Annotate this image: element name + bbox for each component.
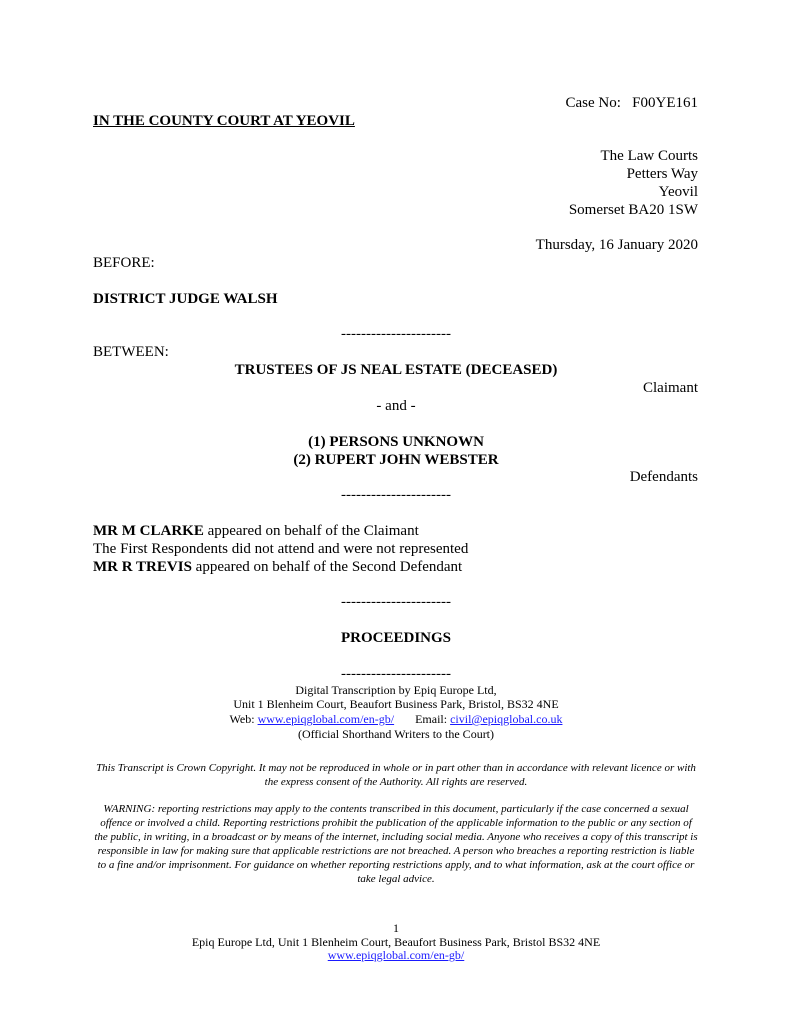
appearance-first-respondents bbox=[93, 540, 468, 558]
copyright-text: This Transcript is Crown Copyright. It may not be reproduced in whole or in part other than in accordance with relevant licence or with the express consent of the Authority. All rights are reserved. bbox=[96, 762, 696, 788]
web-label: Web: bbox=[229, 712, 255, 726]
between-label: BETWEEN: bbox=[93, 344, 169, 360]
address-line-3: Yeovil bbox=[658, 184, 698, 200]
email-label: Email: bbox=[415, 712, 448, 726]
hearing-date: Thursday, 16 January 2020 bbox=[535, 237, 698, 253]
footer-url-wrap bbox=[0, 948, 792, 962]
separator-3: ---------------------- bbox=[341, 594, 451, 610]
appearance-text: appeared on behalf of the Claimant bbox=[203, 523, 419, 539]
page-number: 1 bbox=[393, 921, 399, 935]
case-no-label: Case No: bbox=[565, 95, 621, 111]
transcription-contact bbox=[0, 712, 792, 726]
claimant-name: TRUSTEES OF JS NEAL ESTATE (DECEASED) bbox=[234, 362, 558, 378]
and-separator: - and - bbox=[376, 398, 416, 414]
claimant-role: Claimant bbox=[643, 380, 698, 396]
appearance-text: The First Respondents did not attend and were not represented bbox=[93, 541, 469, 557]
address-line-4: Somerset BA20 1SW bbox=[568, 202, 698, 218]
separator-1: ---------------------- bbox=[341, 326, 451, 342]
counsel-name: MR R TREVIS bbox=[93, 559, 192, 575]
separator-2: ---------------------- bbox=[341, 487, 451, 503]
appearance-claimant bbox=[93, 522, 419, 540]
transcription-line-1: Digital Transcription by Epiq Europe Ltd, bbox=[295, 683, 497, 697]
copyright-notice bbox=[93, 761, 699, 789]
defendant-2: (2) RUPERT JOHN WEBSTER bbox=[293, 452, 499, 468]
case-no-value: F00YE161 bbox=[632, 95, 698, 111]
defendant-1: (1) PERSONS UNKNOWN bbox=[308, 434, 484, 450]
transcription-line-4: (Official Shorthand Writers to the Court) bbox=[297, 727, 495, 741]
case-number bbox=[565, 94, 698, 112]
counsel-name: MR M CLARKE bbox=[93, 523, 204, 539]
defendants-role: Defendants bbox=[629, 469, 698, 485]
warning-notice bbox=[93, 802, 699, 886]
appearance-second-defendant bbox=[93, 558, 462, 576]
footer-address: Epiq Europe Ltd, Unit 1 Blenheim Court, Beaufort Business Park, Bristol BS32 4NE bbox=[191, 935, 601, 949]
transcription-line-2: Unit 1 Blenheim Court, Beaufort Business Park, Bristol, BS32 4NE bbox=[233, 697, 559, 711]
proceedings-title: PROCEEDINGS bbox=[340, 630, 452, 646]
email-link[interactable]: civil@epiqglobal.co.uk bbox=[450, 712, 563, 726]
web-link[interactable]: www.epiqglobal.com/en-gb/ bbox=[257, 712, 395, 726]
address-line-1: The Law Courts bbox=[600, 148, 698, 164]
judge-name: DISTRICT JUDGE WALSH bbox=[93, 291, 278, 307]
appearance-text: appeared on behalf of the Second Defendant bbox=[191, 559, 463, 575]
warning-text: WARNING: reporting restrictions may apply to the contents transcribed in this document, particularly if the case concerned a sexual offence or involved a child. Reporting restrictions prohibit the publication of the applicable information to the public or any section of the public, in writing, in a broadcast or by means of the internet, including social media. Anyone who receives a copy of this transcript is responsible in law for making sure that applicable restrictions are not breached. A person who breaches a reporting restriction is liable to a fine and/or imprisonment. For guidance on whether reporting restrictions apply, and to what information, ask at the court office or take legal advice. bbox=[94, 803, 698, 885]
before-label: BEFORE: bbox=[93, 255, 155, 271]
footer-url-link[interactable]: www.epiqglobal.com/en-gb/ bbox=[327, 948, 465, 962]
address-line-2: Petters Way bbox=[626, 166, 698, 182]
separator-4: ---------------------- bbox=[341, 666, 451, 682]
court-name: IN THE COUNTY COURT AT YEOVIL bbox=[93, 113, 355, 129]
